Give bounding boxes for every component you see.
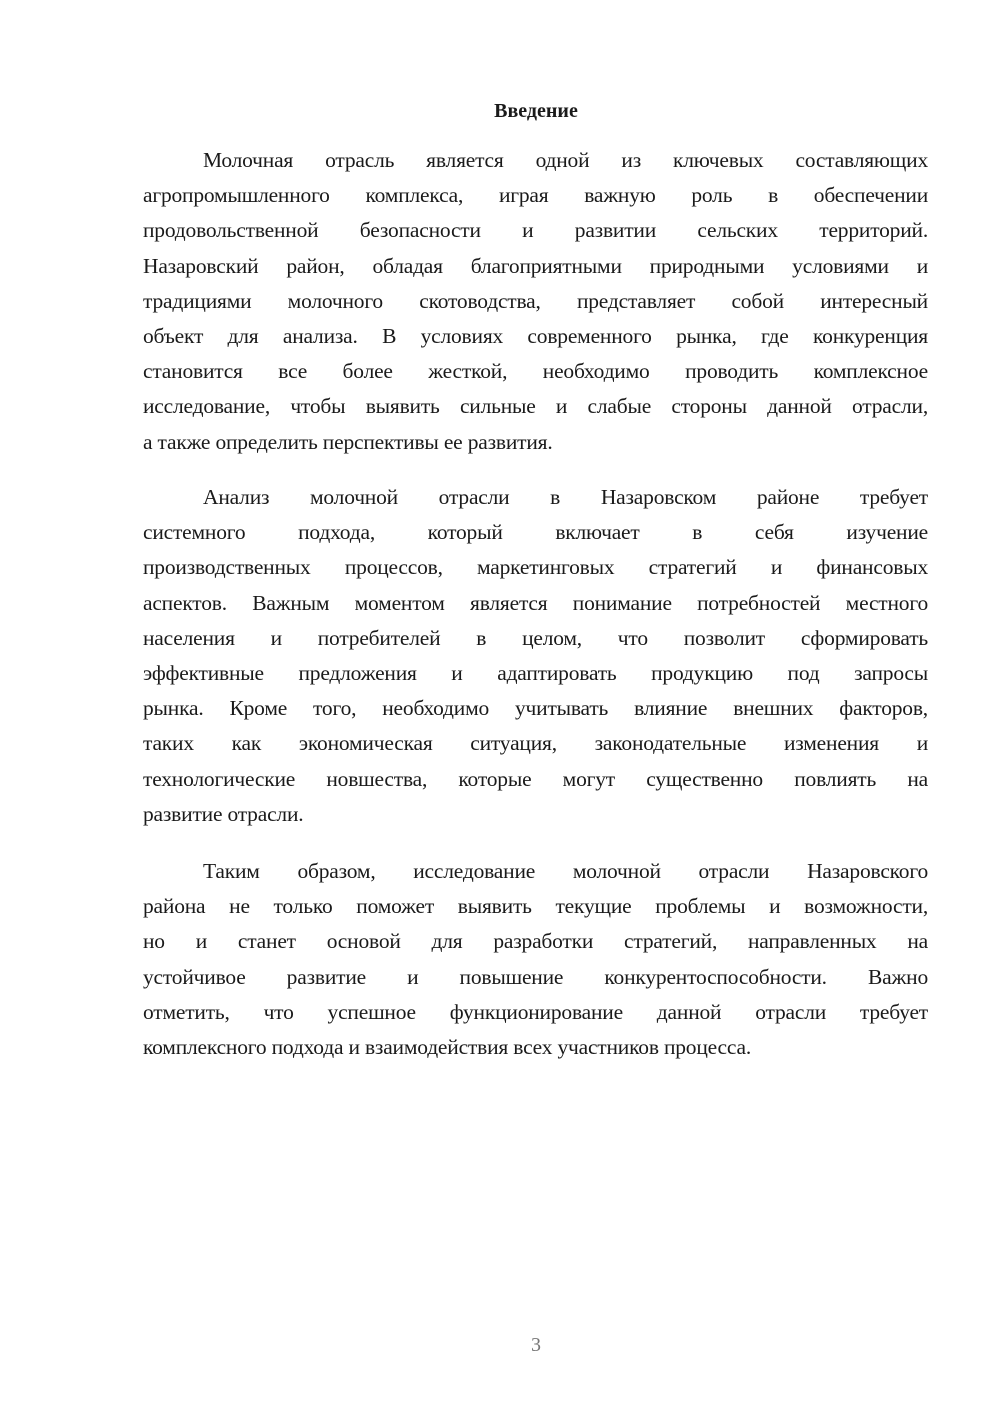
text-line: продовольственной безопасности и развитии сельских территорий. xyxy=(143,218,928,243)
text-line: технологические новшества, которые могут существенно повлиять на xyxy=(143,766,928,791)
text-line: агропромышленного комплекса, играя важную роль в обеспечении xyxy=(143,183,928,208)
text-line: Таким образом, исследование молочной отрасли Назаровского xyxy=(203,859,928,883)
text-line: развитие отрасли. xyxy=(143,801,304,826)
paragraph-1 xyxy=(143,143,928,460)
text-line: Анализ молочной отрасли в Назаровском районе требует xyxy=(203,485,928,509)
text-line: системного подхода, который включает в себя изучение xyxy=(143,520,928,545)
text-line: объект для анализа. В условиях современного рынка, где конкуренция xyxy=(143,323,928,348)
paragraph-3 xyxy=(143,854,928,1065)
text-line: становится все более жесткой, необходимо проводить комплексное xyxy=(143,359,928,384)
paragraph-2 xyxy=(143,480,928,832)
text-line: эффективные предложения и адаптировать продукцию под запросы xyxy=(143,660,928,685)
text-line: рынка. Кроме того, необходимо учитывать влияние внешних факторов, xyxy=(143,696,928,721)
text-line: населения и потребителей в целом, что позволит сформировать xyxy=(143,625,928,650)
text-line: отметить, что успешное функционирование данной отрасли требует xyxy=(143,999,928,1024)
section-heading: Введение xyxy=(494,100,578,122)
text-line: устойчивое развитие и повышение конкурентоспособности. Важно xyxy=(143,964,928,989)
text-line: а также определить перспективы ее развития. xyxy=(143,429,553,454)
text-line: таких как экономическая ситуация, законодательные изменения и xyxy=(143,731,928,756)
text-line: Молочная отрасль является одной из ключевых составляющих xyxy=(203,148,928,172)
text-line: производственных процессов, маркетинговых стратегий и финансовых xyxy=(143,555,928,580)
text-line: аспектов. Важным моментом является понимание потребностей местного xyxy=(143,590,928,615)
text-line: традициями молочного скотоводства, представляет собой интересный xyxy=(143,288,928,313)
text-line: района не только поможет выявить текущие проблемы и возможности, xyxy=(143,894,928,919)
text-line: но и станет основой для разработки стратегий, направленных на xyxy=(143,929,928,954)
text-line: Назаровский район, обладая благоприятными природными условиями и xyxy=(143,253,928,278)
page-number: 3 xyxy=(531,1334,541,1356)
text-line: комплексного подхода и взаимодействия всех участников процесса. xyxy=(143,1034,752,1059)
text-line: исследование, чтобы выявить сильные и слабые стороны данной отрасли, xyxy=(143,394,928,419)
